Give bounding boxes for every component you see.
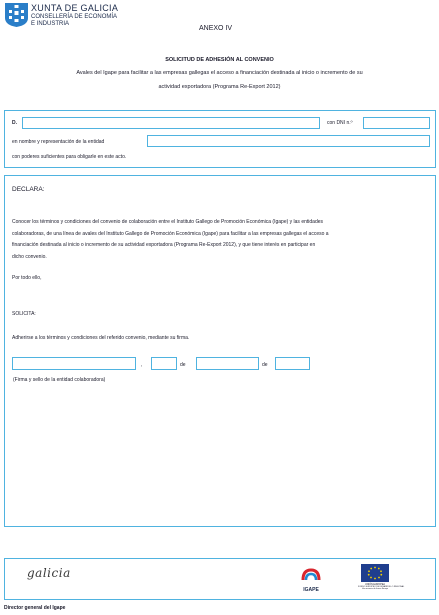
eu-logo [358, 564, 405, 598]
year-field[interactable] [275, 357, 310, 370]
powers-text: con poderes suficientes para obligarle en este acto. [12, 154, 127, 160]
day-field[interactable] [151, 357, 177, 370]
org-name: XUNTA DE GALICIA [31, 3, 119, 13]
eu-flag-icon [361, 564, 389, 582]
igape-emblem-icon [299, 567, 323, 582]
xunta-logo [4, 2, 29, 28]
place-field[interactable] [12, 357, 136, 370]
dept-line2: E INDUSTRIA [31, 21, 70, 27]
signature-note: (Firma y sello de la entidad colaboradora) [13, 377, 106, 383]
eu-text-line3: Una manera de hacer Europa [361, 588, 389, 590]
director-signature-label: Director general del Igape [4, 605, 66, 611]
name-field[interactable] [22, 117, 320, 129]
de-label-2: de [262, 362, 268, 368]
declaration-line: dicho convenio. [12, 253, 47, 260]
declara-heading: DECLARA: [12, 186, 45, 193]
dept-line1: CONSELLERÍA DE ECONOMÍA [31, 14, 118, 20]
declaration-line: financiación destinada al inicio o incremento de su actividad exportadora (Programa Re-Export 2012), y que tiene interés en participar en [12, 242, 316, 248]
por-todo-text: Por todo ello, [12, 275, 42, 281]
month-field[interactable] [196, 357, 259, 370]
galicia-logo: galicia [27, 566, 71, 580]
entity-field[interactable] [147, 135, 430, 147]
solicita-heading: SOLICITA: [12, 311, 36, 317]
xunta-emblem-icon [4, 2, 29, 28]
dni-field[interactable] [363, 117, 430, 129]
form-subtitle-line1: Avales del Igape para facilitar a las empresas gallegas el acceso a financiación destinada al inicio o incremento de su [76, 70, 363, 76]
igape-wordmark: IGAPE [303, 587, 319, 593]
form-subtitle-line2: actividad exportadora (Programa Re-Export 2012) [158, 84, 281, 90]
igape-logo [299, 567, 323, 595]
de-label-1: de [180, 362, 186, 368]
annex-label: ANEXO IV [199, 25, 233, 32]
declaration-paragraph [12, 217, 432, 263]
declaration-line: colaboradoras, de una línea de avales del Instituto Gallego de Promoción Económica (Igape) para facilitar a las empresas gallegas el acceso a [12, 230, 329, 237]
date-comma: , [141, 362, 143, 368]
dni-label: con DNI n.º [327, 120, 353, 126]
solicita-text: Adherirse a los términos y condiciones del referido convenio, mediante su firma. [12, 335, 190, 341]
eu-text-line1: UNIÓN EUROPEA [364, 583, 386, 586]
eu-text-line2: FONDO EUROPEO DE DESARROLLO REGIONAL [358, 586, 405, 588]
entity-label: en nombre y representación de la entidad [12, 139, 105, 145]
declaration-line: Conocer los términos y condiciones del convenio de colaboración entre el Instituto Gallego de Promoción Económica (Igape) y las entidades [12, 219, 324, 225]
form-title: SOLICITUD DE ADHESIÓN AL CONVENIO [165, 57, 274, 63]
d-label: D. [12, 120, 17, 126]
